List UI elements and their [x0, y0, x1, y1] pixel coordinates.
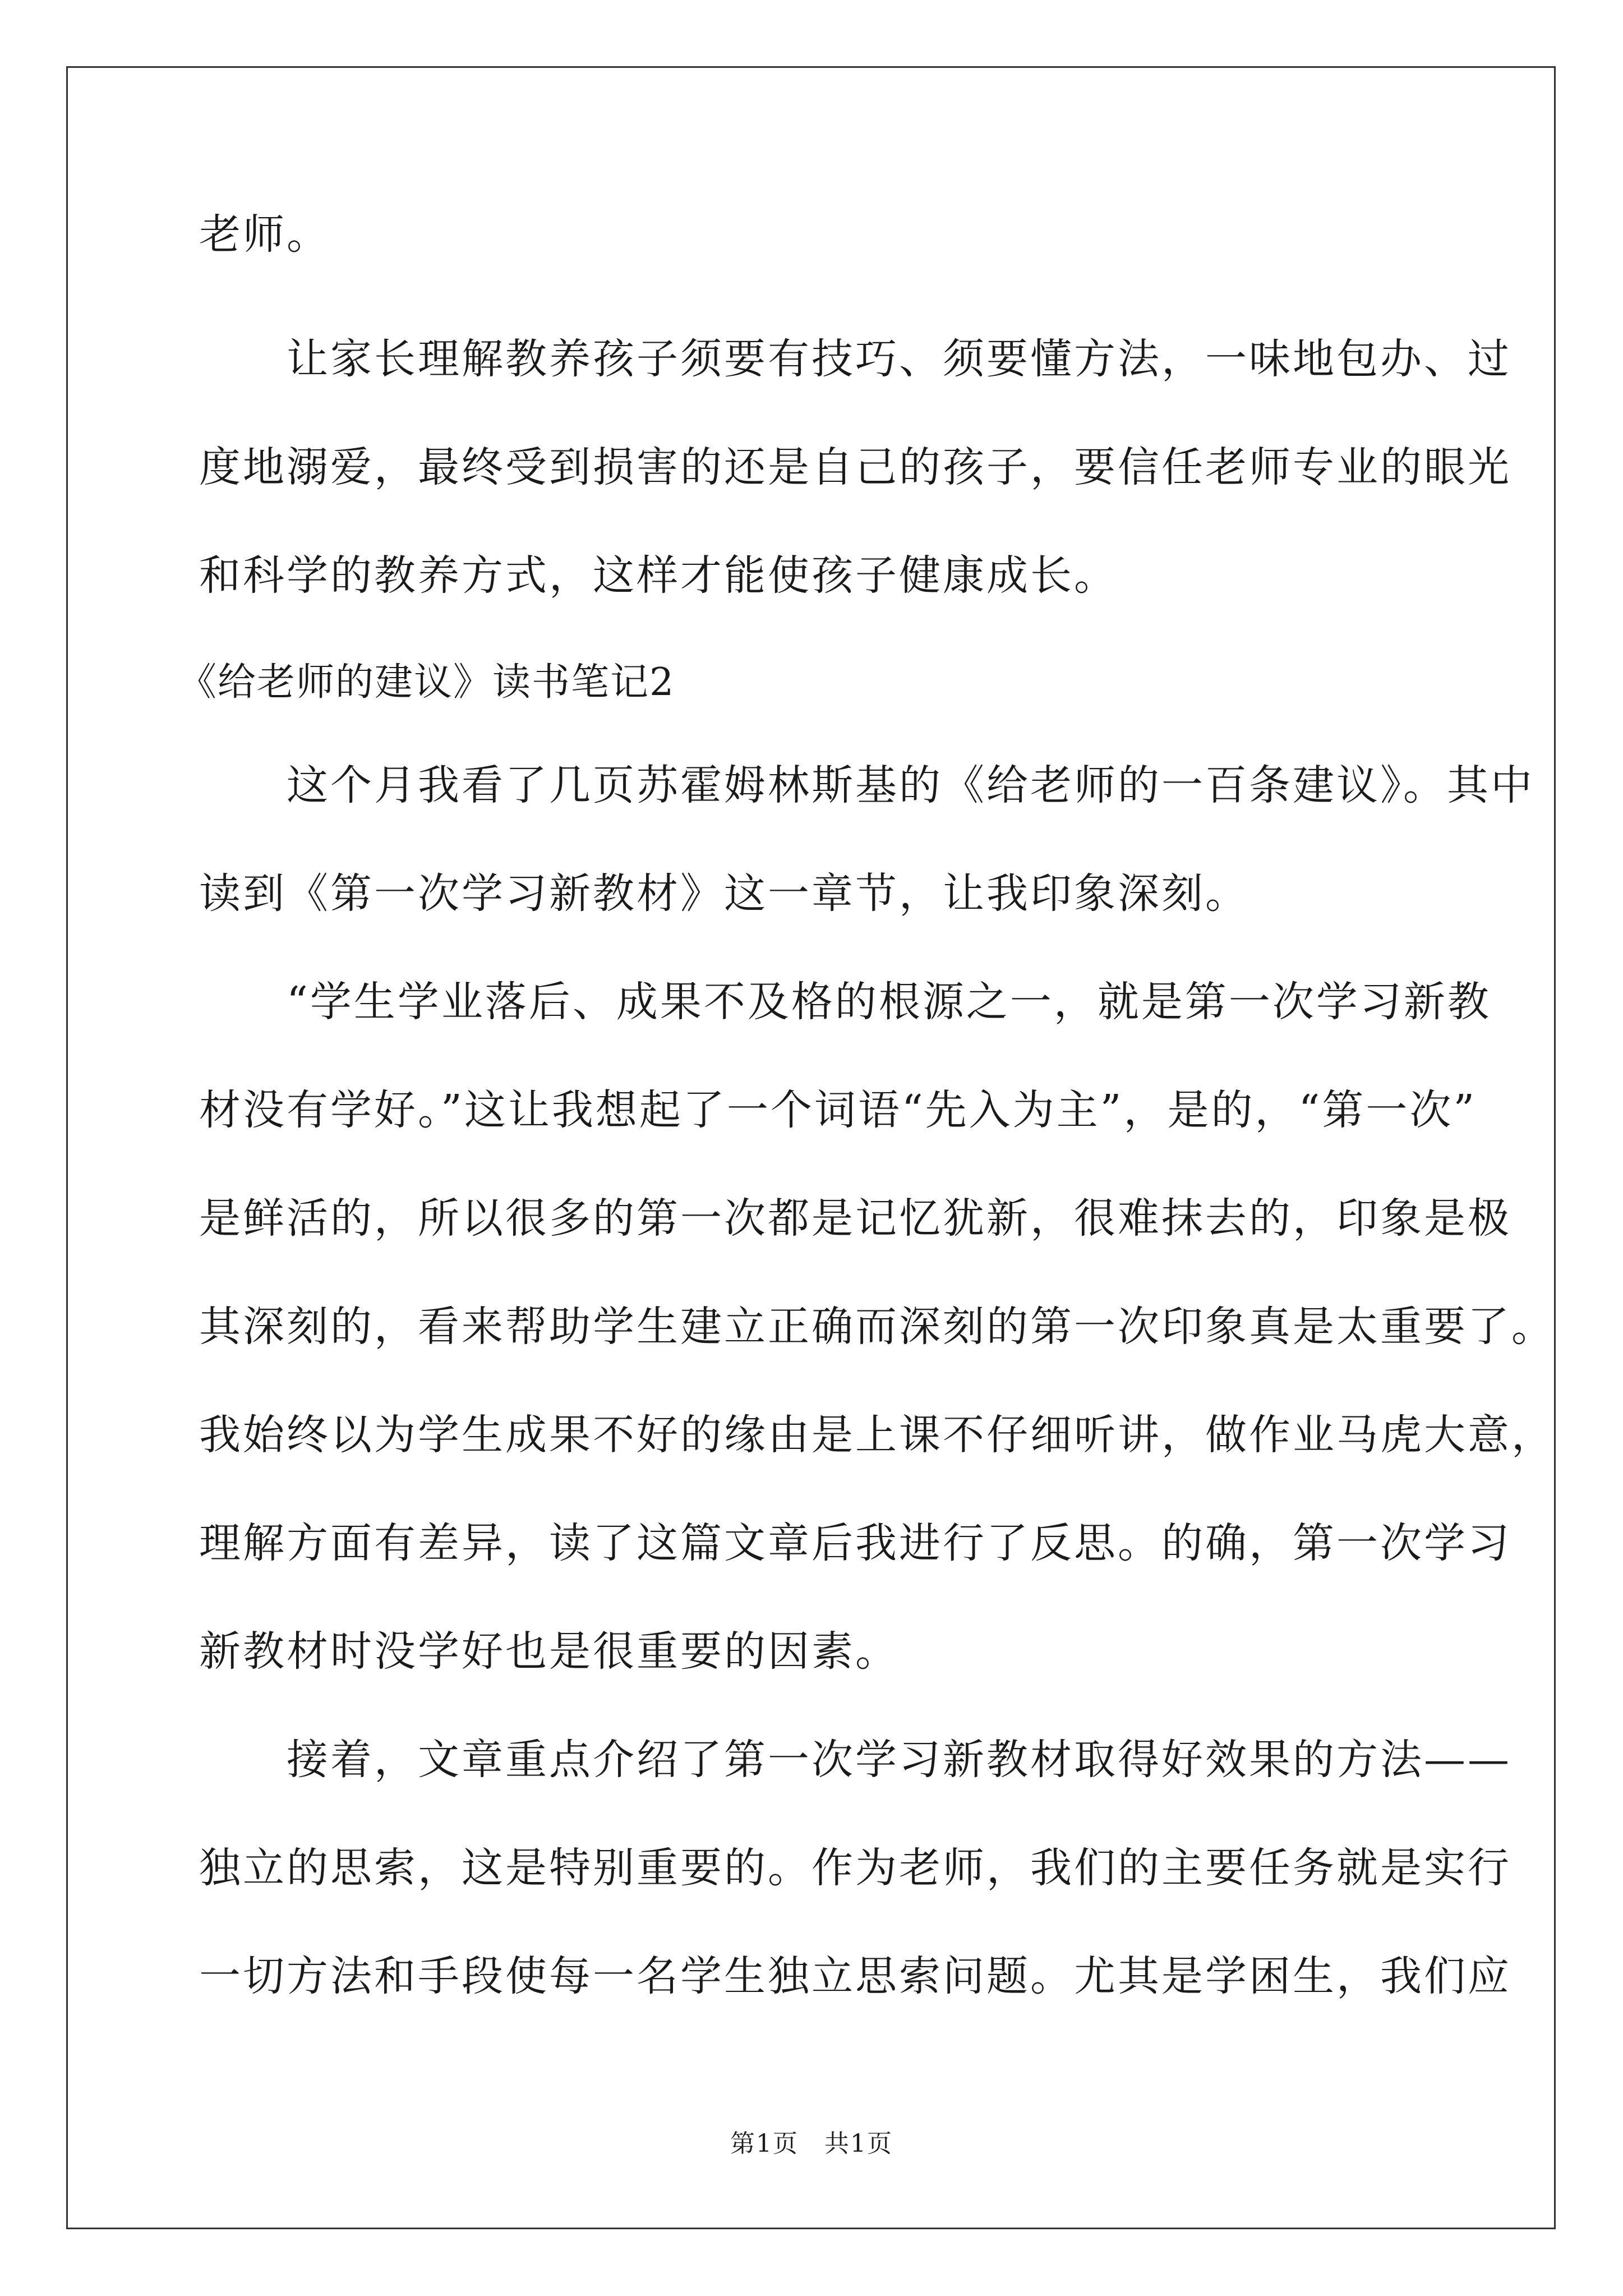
text-line: 和科学的教养方式，这样才能使孩子健康成长。	[199, 551, 1118, 600]
text-line: 这个月我看了几页苏霍姆林斯基的《给老师的一百条建议》。其中	[199, 761, 1534, 809]
text-line: 我始终以为学生成果不好的缘由是上课不仔细听讲，做作业马虎大意，	[199, 1411, 1555, 1459]
text-line: 让家长理解教养孩子须要有技巧、须要懂方法，一味地包办、过	[199, 335, 1511, 383]
text-line: 度地溺爱，最终受到损害的还是自己的孩子，要信任老师专业的眼光	[199, 443, 1511, 491]
page-number-footer: 第1页 共1页	[730, 2129, 893, 2158]
text-line: 接着，文章重点介绍了第一次学习新教材取得好效果的方法——	[199, 1736, 1511, 1784]
text-line: 其深刻的，看来帮助学生建立正确而深刻的第一次印象真是太重要了。	[199, 1303, 1555, 1351]
text-line: 一切方法和手段使每一名学生独立思索问题。尤其是学困生，我们应	[199, 1952, 1511, 2000]
text-line: 读到《第一次学习新教材》这一章节，让我印象深刻。	[199, 869, 1249, 918]
text-line: 是鲜活的，所以很多的第一次都是记忆犹新，很难抹去的，印象是极	[199, 1194, 1511, 1243]
text-line: “学生学业落后、成果不及格的根源之一，就是第一次学习新教	[199, 978, 1491, 1026]
text-line: 材没有学好。”这让我想起了一个词语“先入为主”，是的，“第一次”	[199, 1086, 1477, 1134]
text-line: 独立的思索，这是特别重要的。作为老师，我们的主要任务就是实行	[199, 1844, 1511, 1892]
text-line: 理解方面有差异，读了这篇文章后我进行了反思。的确，第一次学习	[199, 1519, 1511, 1567]
text-line: 新教材时没学好也是很重要的因素。	[199, 1627, 899, 1676]
page-border	[66, 66, 1556, 2229]
text-line: 老师。	[199, 210, 330, 259]
section-title: 《给老师的建议》读书笔记2	[178, 660, 675, 705]
